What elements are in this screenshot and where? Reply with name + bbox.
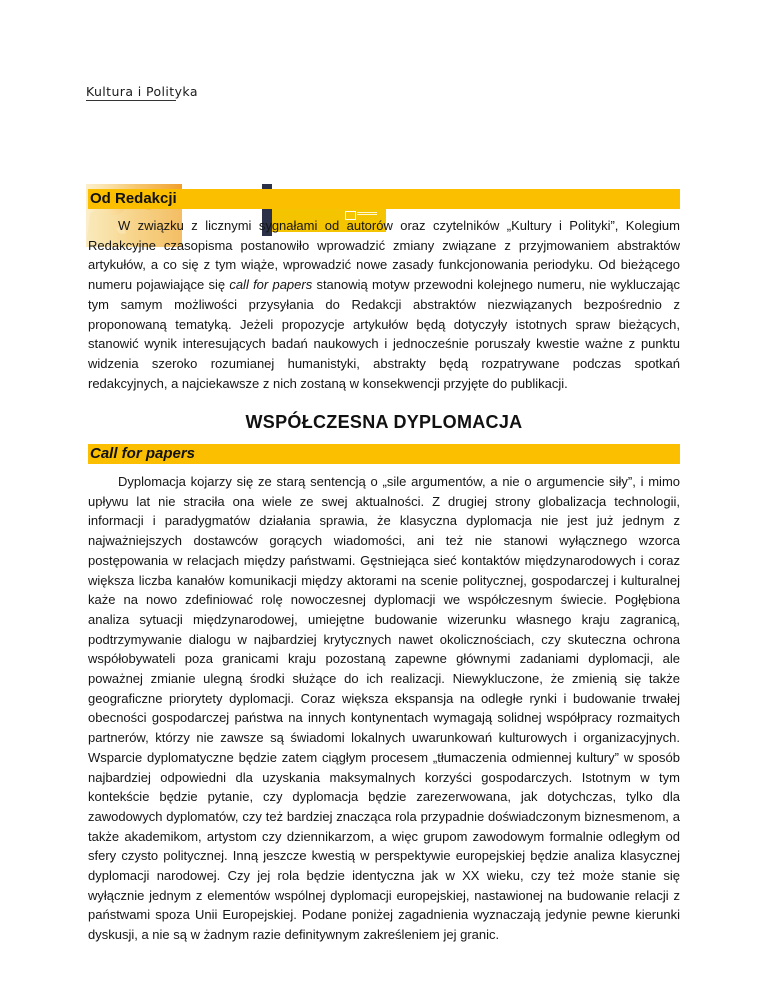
cfp-text: Dyplomacja kojarzy się ze starą sentencją o „sile argumentów, a nie o argumencie siły”, i mimo upływu lat nie straciła ona wiele ze swej aktualności. Z drugiej strony globalizacja technologii, informacji i paradygmatów działania sprawia, że klasyczna dyplomacja nie jest już jednym z najważniejszych dostawców gorących wiadomości, ani też nie stanowi wyłącznego wzorca postępowania w relacjach między państwami. Gęstniejąca sieć kontaktów międzynarodowych i coraz większa liczba kanałów komunikacji między aktorami na scenie politycznej, gospodarczej i kulturalnej każe na nowo zdefiniować rolę nowoczesnej dyplomacji we współczesnym świecie. Pogłębiona analiza sytuacji międzynarodowej, umiejętne budowanie wizerunku własnego kraju zagranicą, podtrzymywanie dialogu w najbardziej krytycznych nawet okolicznościach, czy skuteczna ochrona współobywateli poza granicami kraju pozostaną zapewne głównymi zadaniami dyplomacji, ale poważnej zmianie ulegną środki służące do ich realizacji. Niewykluczone, że zmienią się także geograficzne priorytety dyplomacji. Coraz większa ekspansja na odległe rynki i budowanie trwałej obecności gospodarczej państwa na innych kontynentach wymagają solidnej współpracy rozmaitych partnerów, którzy nie zawsze są świadomi lokalnych uwarunkowań kulturowych i organizacyjnych. Wsparcie dyplomatyczne będzie zatem ciągłym procesem „tłumaczenia odmiennej kultury” w sposób najbardziej odpowiedni dla uzyskania maksymalnych korzyści gospodarczych. Istotnym w tym kontekście będzie pytanie, czy dyplomacja będzie zarezerwowana, jak dotychczas, tylko dla zawodowych dyplomatów, czy też bardziej znacząca rola przypadnie doświadczonym biznesmenom, a także akademikom, artystom czy dziennikarzom, a więc grupom zawodowym formalnie odległym od sfery czysto politycznej. Inną jeszcze kwestią w perspektywie europejskiej będzie analiza klasycznej dyplomacji narodowej. Czy jej rola będzie identyczna jak w XX wieku, czy też może stanie się wyłącznie jednym z elementów wspólnej dyplomacji europejskiej, nastawionej na budowanie relacji z państwami spoza Unii Europejskiej. Podane poniżej zagadnienia wyznaczają jedynie pewne kierunki dyskusji, a nie są w żadnym razie definitywnym zakreśleniem jej granic. [88, 474, 680, 943]
editorial-text-after: stanowią motyw przewodni kolejnego numeru, nie wykluczając tym samym możliwości przysyłania do Redakcji abstraktów niezwiązanych bezpośrednio z proponowaną tematyką. Jeżeli propozycje artykułów będą dotyczyły istotnych spraw bieżących, stanowić wynik interesujących badań naukowych i jednocześnie poruszały kwestie ważne z punktu widzenia szeroko rozumianej humanistyki, abstrakty będą rozpatrywane podczas spotkań redakcyjnych, a najciekawsze z nich zostaną w konsekwencji przyjęte do publikacji. [88, 277, 680, 391]
editorial-paragraph [88, 216, 680, 393]
editorial-heading: Od Redakcji [90, 190, 177, 207]
cfp-paragraph [88, 472, 680, 945]
logo-rule [86, 100, 176, 101]
page-title: WSPÓŁCZESNA DYPLOMACJA [245, 412, 523, 432]
editorial-text-emphasis: call for papers [229, 277, 313, 293]
editorial-heading-bar [88, 189, 680, 209]
cfp-heading-bar [88, 444, 680, 464]
cfp-heading: Call for papers [90, 445, 196, 462]
editorial-text-before: W związku z licznymi sygnałami od autorów oraz czytelników „Kultury i Polityki”, Kolegium Redakcyjne czasopisma postanowiło wprowadzić zmiany związane z przyjmowaniem abstraktów artykułów, a co się z tym wiąże, wprowadzić nowe zasady funkcjonowania periodyku. Od bieżącego numeru pojawiające się [88, 218, 680, 293]
journal-logo [86, 84, 300, 164]
logo-title: Kultura i Polityka [86, 84, 198, 99]
